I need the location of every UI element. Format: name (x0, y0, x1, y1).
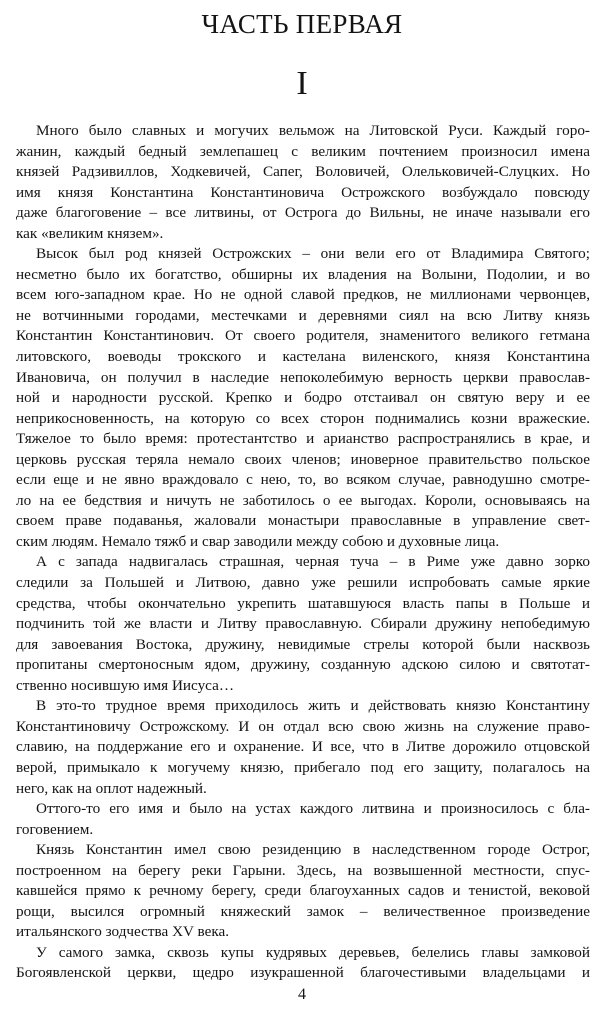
text-line: Богоявленской церкви, щедро изукрашенной благочестивыми владельцами и (16, 964, 590, 982)
text-line: Константиновичу Острожскому. И он отдал всю свою жизнь на служение право- (16, 717, 590, 735)
text-line: А с запада надвигалась страшная, черная туча – в Риме уже давно зорко (36, 553, 590, 571)
text-line: своем праве подаванья, жаловали монастыри православные в управление свет- (16, 512, 590, 530)
text-line: В это-то трудное время приходилось жить и действовать князю Константину (36, 697, 590, 715)
text-line: неприкосновенность, на которую со всех сторон поднимались козни вражеские. (16, 409, 590, 427)
text-line: Высок был род князей Острожских – они вели его от Владимира Святого; (36, 245, 590, 263)
text-line: ной и народности русской. Крепко и бодро отстаивал он святую веру и ее (16, 389, 590, 407)
text-line: построенном на берегу реки Гарыни. Здесь, на возвышенной местности, спус- (16, 861, 590, 879)
text-line: если еще и не явно враждовало с нею, то, во всяком случае, равнодушно смотре- (16, 471, 590, 489)
text-line: ло на ее бедствия и ничуть не заботилось о ее выгодах. Короли, основываясь на (16, 491, 590, 509)
text-line: ским людям. Немало тяжб и свар заводили между собою и духовные лица. (16, 532, 500, 550)
text-line: славию, на поддержание его и охранение. И все, что в Литве дорожило отцовской (16, 738, 590, 756)
text-line: подчинить той же власти и Литву православную. Сбирали дружину непобедимую (16, 615, 590, 633)
text-line: него, как на оплот надежный. (16, 779, 207, 797)
text-line: несметно было их богатство, обширны их владения на Волыни, Подолии, и во (16, 265, 590, 283)
text-line: имя князя Константина Константиновича Острожского возбуждало повсюду (16, 183, 590, 201)
text-line: ственно носившую имя Иисуса… (16, 676, 235, 694)
text-line: верой, примыкало к могучему князю, прибегало под его защиту, полагалось на (16, 758, 590, 776)
text-line: церковь русская теряла немало своих членов; иноверное правительство польское (16, 450, 590, 468)
text-line: Оттого-то его имя и было на устах каждого литвина и произносилось с бла- (36, 800, 590, 818)
text-line: итальянского зодчества XV века. (16, 923, 230, 941)
text-line: даже благоговение – все литвины, от Острога до Вильны, не иначе называли его (16, 204, 590, 222)
text-line: Много было славных и могучих вельмож на Литовской Руси. Каждый горо- (36, 122, 590, 139)
text-line: как «великим князем». (16, 224, 164, 242)
part-title: ЧАСТЬ ПЕРВАЯ (201, 9, 403, 39)
text-line: всем юго-западном крае. Но не одной славой предков, не миллионами червонцев, (16, 286, 590, 304)
text-line: литовского, воеводы трокского и кастелана виленского, князя Константина (16, 348, 590, 366)
text-line: У самого замка, сквозь купы кудрявых деревьев, белелись главы замковой (36, 943, 590, 961)
text-line: средства, чтобы окончательно укрепить шатавшуюся власть папы в Польше и (16, 594, 590, 612)
text-line: Ивановича, он получил в наследие непоколебимую верность церкви православ- (16, 368, 590, 386)
text-line: для завоевания Востока, дружину, невидимые стрелы которой были насквозь (16, 635, 590, 653)
text-line: пропитаны смертоносным ядом, дружину, созданную адскою силою и святотат- (16, 656, 590, 674)
page-number: 4 (298, 986, 306, 1003)
chapter-number: I (296, 65, 308, 102)
text-line: Константин Константинович. От своего родителя, знаменитого великого гетмана (16, 327, 590, 345)
text-line: кавшейся прямо к речному берегу, среди благоуханных садов и тенистой, вековой (16, 882, 590, 900)
text-line: следили за Польшей и Литвою, давно уже решили испробовать самые яркие (16, 574, 590, 592)
text-line: не вотчинными городами, местечками и деревнями сиял на всю Литву князь (16, 306, 590, 324)
text-line: рощи, высился огромный княжеский замок – величественное произведение (16, 902, 590, 920)
text-line: жанин, каждый бедный землепашец с великим почтением произносил имена (16, 142, 590, 160)
text-line: Тяжелое то было время: протестантство и арианство распространялись в крае, и (16, 430, 590, 448)
text-line: Князь Константин имел свою резиденцию в наследственном городе Острог, (36, 841, 590, 859)
text-line: гоговением. (16, 820, 94, 838)
text-line: князей Радзивиллов, Ходкевичей, Сапег, Воловичей, Олельковичей-Слуцких. Но (16, 163, 590, 181)
body-text (16, 121, 590, 984)
